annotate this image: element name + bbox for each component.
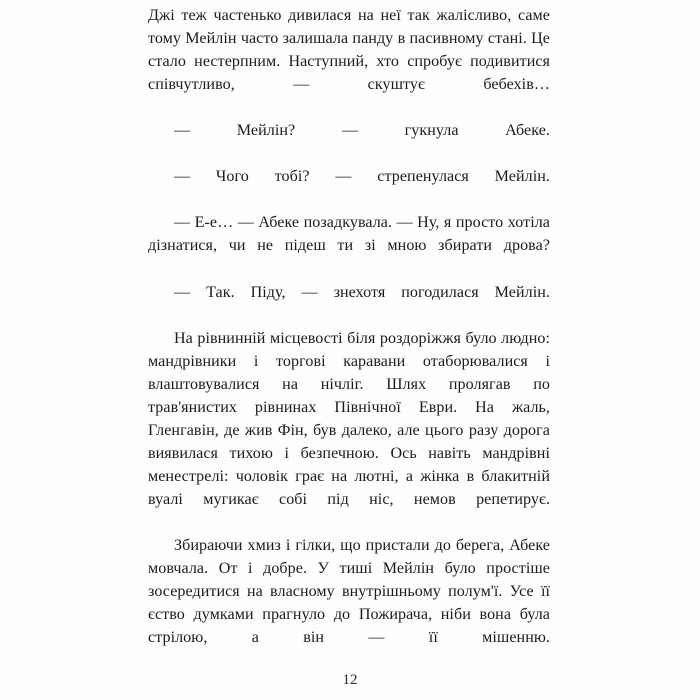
- paragraph-7: Збираючи хмиз і гілки, що пристали до берега, Абеке мовчала. От і добре. У тиші Мейлін було простіше зосередитися на власному внутрішньому полум'ї. Усе її єство думками прагнуло до Пожирача, ніби вона була стрілою, а він — її мішенню.: [148, 537, 550, 647]
- paragraph-1: Джі теж частенько дивилася на неї так жалісливо, саме тому Мейлін часто залишала панду в пасивному стані. Це стало нестерпним. Наступний, хто спробує подивитися співчутливо, — скуштує бебехів…: [148, 7, 550, 94]
- page-number: 12: [342, 672, 358, 688]
- paragraph-4: — Е-е… — Абеке позадкувала. — Ну, я просто хотіла дізнатися, чи не підеш ти зі мною збирати дрова?: [148, 214, 550, 255]
- paragraph-5: — Так. Піду, — знехотя погодилася Мейлін.: [174, 283, 550, 301]
- paragraph-3: — Чого тобі? — стрепенулася Мейлін.: [174, 168, 550, 186]
- paragraph-2: — Мейлін? — гукнула Абеке.: [174, 122, 550, 140]
- body-text-column: [148, 4, 550, 672]
- paragraph-6: На рівнинній місцевості біля роздоріжжя було людно: мандрівники і торгові каравани отаборювалися і влаштовувалися на нічліг. Шлях пролягав по трав'янистих рівнинах Північної Еври. На жаль, Гленгавін, де жив Фін, був далеко, але цього разу дорога виявилася тихою і безпечною. Ось навіть мандрівні менестрелі: чоловік грає на лютні, а жінка в блакитній вуалі мугикає собі під ніс, немов репетирує.: [148, 329, 550, 508]
